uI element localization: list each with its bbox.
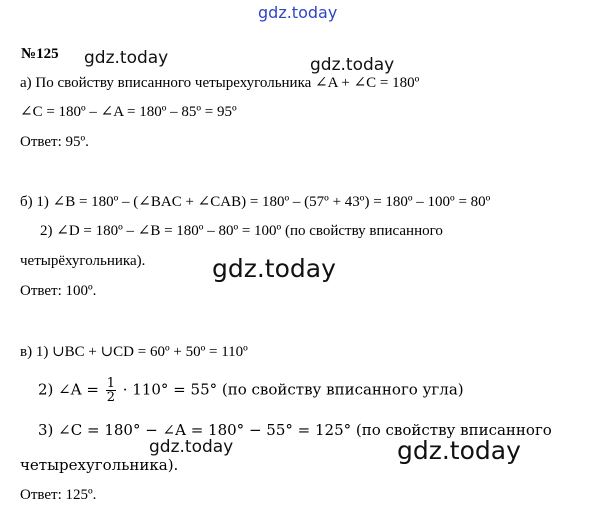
part-a-line1: а) По свойству вписанного четырехугольника ∠A + ∠C = 180º [20, 75, 420, 91]
part-b-line3: четырёхугольника). [20, 253, 146, 269]
part-b-line1: б) 1) ∠B = 180º – (∠BAC + ∠CAB) = 180º – (57º + 43º) = 180º – 100º = 80º [20, 194, 491, 210]
part-c-answer: Ответ: 125º. [20, 487, 97, 503]
watermark: gdz.today [84, 48, 169, 68]
fraction [106, 377, 116, 404]
part-c-line2 [38, 377, 464, 404]
fraction-numerator: 1 [106, 376, 115, 391]
part-c-line3: 3) ∠C = 180° − ∠A = 180° − 55° = 125° (по свойству вписанного [38, 421, 552, 439]
watermark: gdz.today [310, 55, 395, 75]
part-c-line2-suffix: · 110° = 55° (по свойству вписанного угла) [122, 380, 464, 399]
watermark-top: gdz.today [258, 3, 338, 22]
watermark: gdz.today [149, 437, 234, 457]
part-c-line4: четырехугольника). [20, 456, 179, 474]
watermark-large: gdz.today [397, 436, 521, 465]
part-b-answer: Ответ: 100º. [20, 283, 97, 299]
part-b-line2: 2) ∠D = 180º – ∠B = 180º – 80º = 100º (по свойству вписанного [40, 223, 443, 239]
watermark-large: gdz.today [212, 254, 336, 283]
part-c-line1: в) 1) ∪BC + ∪CD = 60º + 50º = 110º [20, 344, 248, 360]
problem-number: №125 [21, 46, 59, 62]
part-a-line2: ∠C = 180º – ∠A = 180º – 85º = 95º [20, 104, 237, 120]
part-c-line2-prefix: 2) ∠A = [38, 380, 99, 399]
part-a-answer: Ответ: 95º. [20, 134, 89, 150]
fraction-denominator: 2 [106, 390, 115, 405]
